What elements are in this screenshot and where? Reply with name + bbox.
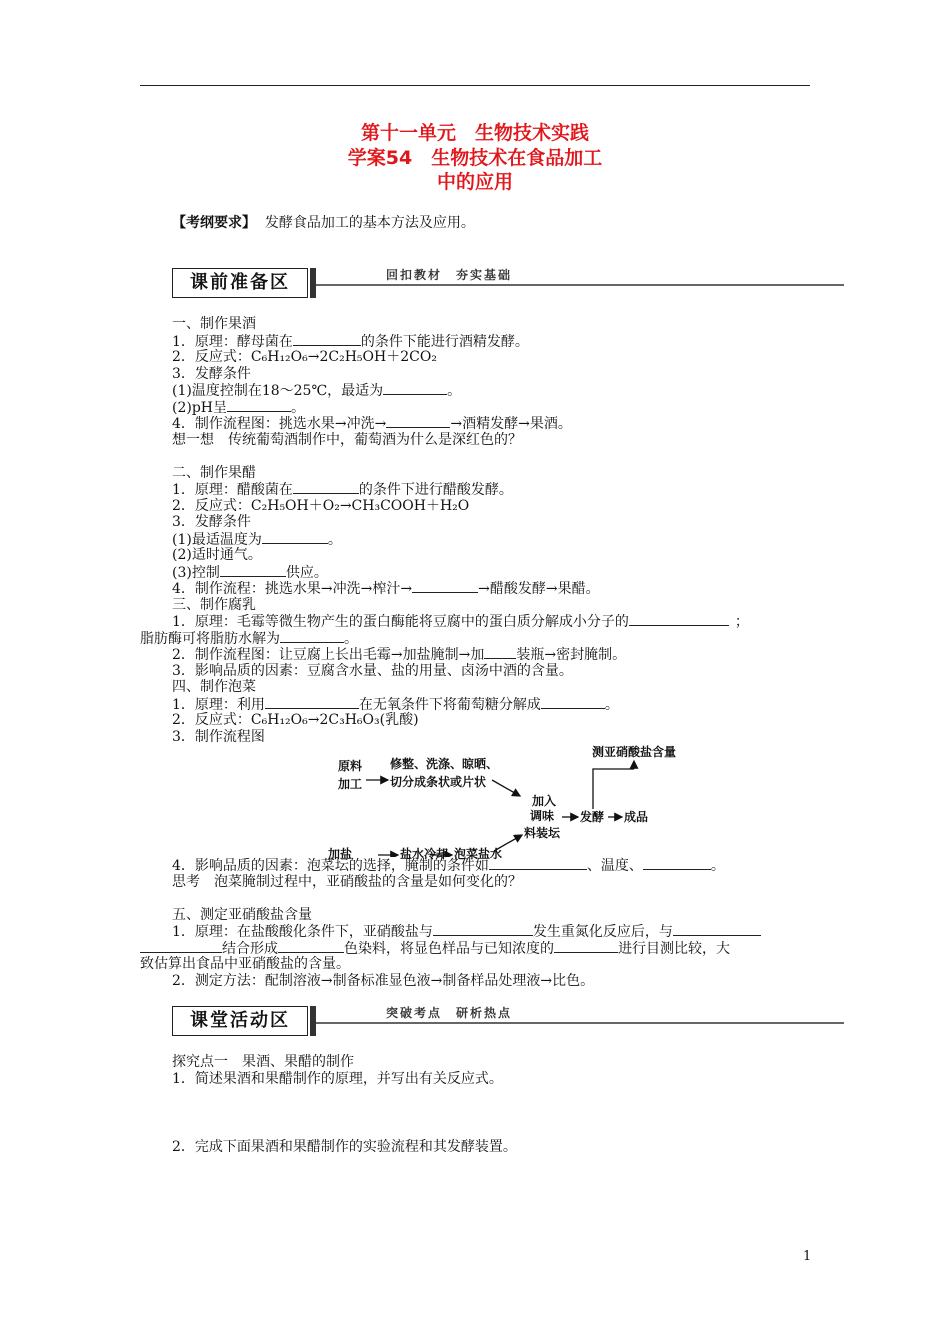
think-prompt: 思考 泡菜腌制过程中，亚硝酸盐的含量是如何变化的？ [172,873,522,890]
text-line: 2．测定方法：配制溶液→制备标准显色液→制备样品处理液→比色。 [172,972,595,989]
activity-content [172,1054,517,1156]
flow-step2: 切分成条状或片状 [390,775,487,789]
flow-cool: 盐水冷却 [400,847,449,861]
banner-label: 课前准备区 [172,268,308,298]
flow-raw: 原料 [338,759,363,773]
flow-add3: 料装坛 [524,826,561,840]
flow-add2: 调味 [530,809,555,823]
question-2: 2．完成下面果酒和果醋制作的实验流程和其发酵装置。 [172,1139,517,1155]
question-1: 1．简述果酒和果醋制作的原理，并写出有关反应式。 [172,1070,503,1087]
flow-measure: 测亚硝酸盐含量 [592,745,677,759]
fill-blank[interactable] [278,940,344,953]
banner-rule [316,284,844,286]
header-rule [140,85,810,86]
flow-step1: 修整、洗涤、晾晒、 [390,757,499,771]
fill-blank[interactable] [383,382,447,395]
fill-blank[interactable] [262,531,328,544]
fill-blank[interactable] [227,399,291,412]
text-line: 1．原理：毛霉等微生物产生的蛋白酶能将豆腐中的蛋白质分解成小分子的 ； [172,614,749,630]
section2-heading: 二、制作果醋 [172,464,256,481]
section4-heading: 四、制作泡菜 [172,679,256,695]
text-line: 4．影响品质的因素：泡菜坛的选择，腌制的条件如 、温度、 。 [172,858,725,874]
think-prompt: 想一想 传统葡萄酒制作中，葡萄酒为什么是深红色的？ [172,431,522,448]
text-line: 2．反应式：C₆H₁₂O₆→2C₃H₆O₃(乳酸) [172,712,419,728]
fill-blank[interactable] [629,613,729,626]
fill-blank[interactable] [293,333,361,346]
text-line: (1)温度控制在18～25℃，最适为 。 [172,383,462,399]
flow-process: 加工 [338,777,363,791]
text-line: (1)最适温度为 。 [172,531,342,548]
text-line: 3．制作流程图 [172,728,265,745]
text-line: 2．反应式：C₂H₅OH＋O₂→CH₃COOH＋H₂O [172,497,470,514]
fill-blank[interactable] [280,630,344,643]
text-line: 结合形成 色染料，将显色样品与已知浓度的 进行目测比较，大 [140,940,818,957]
flow-product: 成品 [624,810,649,824]
text-line: 4．制作流程图：挑选水果→冲洗→ →酒精发酵→果酒。 [172,416,572,432]
exam-requirement [172,212,475,232]
banner-bar [310,268,316,298]
text-line: 3．发酵条件 [172,514,251,530]
flow-brine: 泡菜盐水 [454,847,503,861]
text-line: (3)控制 供应。 [172,564,328,581]
fill-blank[interactable] [140,940,222,953]
fill-blank[interactable] [386,415,450,428]
text-line: 1．原理：在盐酸酸化条件下，亚硝酸盐与 发生重氮化反应后，与 [172,923,818,940]
title-line3: 中的应用 [436,171,513,193]
text-line: 3．影响品质的因素：豆腐含水量、盐的用量、卤汤中酒的含量。 [172,662,573,679]
banner-subtitle: 突破考点 研析热点 [386,1006,513,1020]
fill-blank[interactable] [412,580,478,593]
title-line2: 学案54 生物技术在食品加工 [347,147,603,169]
fill-blank[interactable] [265,696,359,709]
flow-salt: 加盐 [328,847,353,861]
text-line: (2)pH呈 。 [172,399,306,416]
section1-heading: 一、制作果酒 [172,316,256,332]
text-line: 2．反应式：C₆H₁₂O₆→2C₂H₅OH＋2CO₂ [172,349,437,365]
prep-content [140,316,818,989]
fill-blank[interactable] [673,923,761,936]
fill-blank[interactable] [554,940,618,953]
banner-rule [316,1022,844,1024]
fill-blank[interactable] [484,646,516,659]
banner-label: 课堂活动区 [172,1006,308,1036]
text-line: 3．发酵条件 [172,365,251,382]
exam-requirement-text: 发酵食品加工的基本方法及应用。 [264,215,475,231]
explore-point: 探究点一 果酒、果醋的制作 [172,1054,354,1070]
text-line: 致估算出食品中亚硝酸盐的含量。 [140,956,350,972]
page-number: 1 [803,1249,812,1264]
text-line: 4．制作流程：挑选水果→冲洗→榨汁→ →醋酸发酵→果醋。 [172,581,600,597]
section-banner-activity [172,1006,844,1038]
text-line: 1．原理：醋酸菌在 的条件下进行醋酸发酵。 [172,482,513,498]
pickle-flow-diagram [172,745,818,861]
fill-blank[interactable] [643,857,711,870]
fill-blank[interactable] [293,481,359,494]
fill-blank[interactable] [220,564,286,577]
flow-add1: 加入 [532,794,557,808]
fill-blank[interactable] [489,857,587,870]
title-line1: 第十一单元 生物技术实践 [360,122,589,144]
text-line: 1．原理：利用 在无氧条件下将葡萄糖分解成 。 [172,696,619,713]
text-line: 2．制作流程图：让豆腐上长出毛霉→加盐腌制→加 装瓶→密封腌制。 [172,647,627,663]
section-banner-prep [172,268,844,300]
banner-subtitle: 回扣教材 夯实基础 [386,268,513,282]
text-line: 1．原理：酵母菌在 的条件下能进行酒精发酵。 [172,333,529,350]
section3-heading: 三、制作腐乳 [172,596,256,613]
flow-ferment: 发酵 [580,810,605,824]
section5-heading: 五、测定亚硝酸盐含量 [172,906,312,923]
fill-blank[interactable] [541,696,605,709]
exam-requirement-label: 【考纲要求】 [172,215,256,231]
text-line: (2)适时通气。 [172,547,262,563]
banner-bar [310,1006,316,1036]
text-line: 脂肪酶可将脂肪水解为 。 [140,630,358,647]
fill-blank[interactable] [433,923,533,936]
